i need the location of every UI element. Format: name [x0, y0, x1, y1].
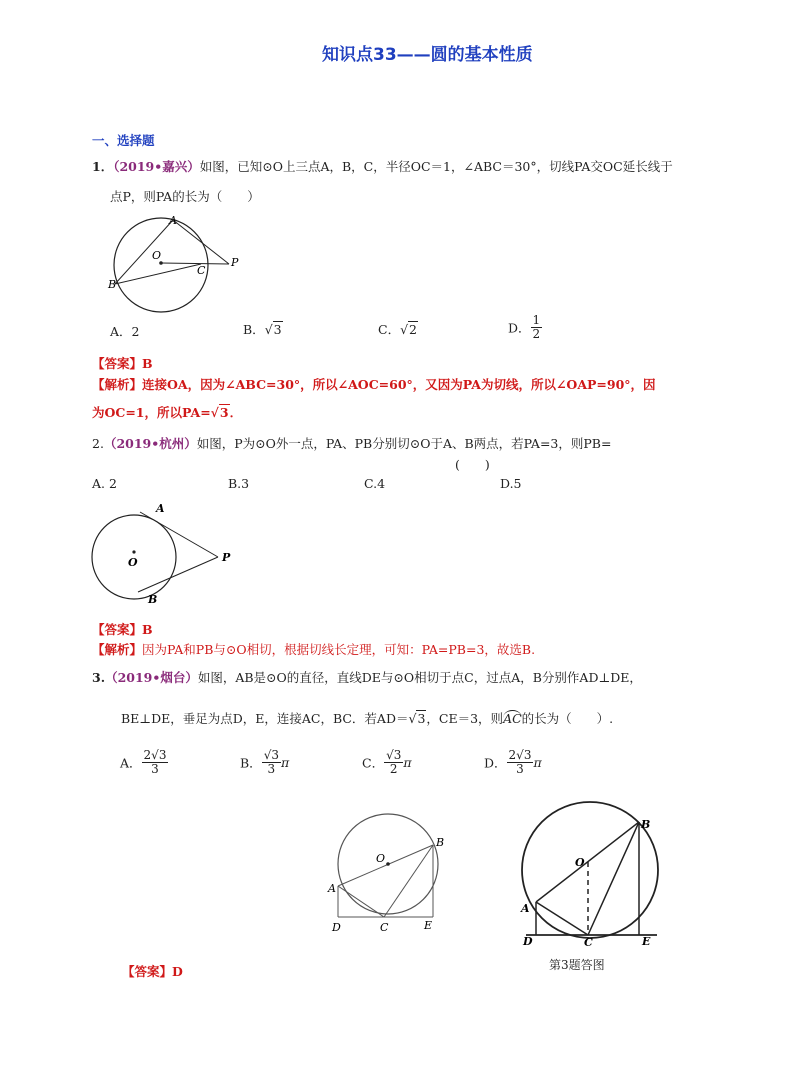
- q3-stem-line2-text: BE⊥DE，垂足为点D，E，连接AC，BC．若AD＝: [121, 711, 409, 726]
- q3-option-b-label: B．: [240, 755, 262, 771]
- q1-answer: 【答案】B: [92, 356, 153, 371]
- q3-option-d-denominator: 3: [516, 762, 524, 776]
- q3-label-D: D: [332, 921, 341, 934]
- q1-source-tag: （2019•嘉兴）: [113, 159, 200, 174]
- q3-label-E: E: [424, 919, 433, 932]
- q1-label-B: B: [108, 278, 117, 291]
- q3-stem-line2-mid: ，CE＝3，则: [426, 711, 504, 726]
- q3-source-tag: （2019•烟台）: [105, 670, 198, 685]
- q1-explanation-line2: [92, 403, 242, 421]
- q1-option-c-label: C．: [378, 322, 401, 337]
- q1-option-d-denominator: 2: [532, 327, 541, 341]
- q3-answer-line-AC: [536, 902, 588, 935]
- q3-option-b: [240, 749, 289, 776]
- q1-option-b-radicand: 3: [273, 322, 282, 337]
- q3-option-b-fraction: [262, 749, 281, 776]
- q2-explanation-text: 因为PA和PB与⊙O相切，根据切线长定理，可知：PA=PB=3，故选B.: [142, 642, 536, 657]
- q1-option-a: A．2: [110, 324, 140, 339]
- q3-answer-label-D: D: [523, 935, 533, 948]
- q1-option-d-fraction: [531, 314, 543, 341]
- q1-line-BC: [115, 264, 201, 284]
- q3-option-a-denominator: 3: [151, 762, 159, 776]
- q1-line-OP: [161, 263, 229, 264]
- q1-line-BA: [115, 220, 173, 284]
- q2-number: 2.: [92, 436, 104, 451]
- q3-label-O: O: [376, 852, 386, 865]
- q2-stem-text: 如图，P为⊙O外一点，PA、PB分别切⊙O于A、B两点，若PA=3，则PB=: [196, 436, 612, 451]
- q2-tangent-PB: [138, 557, 218, 592]
- q1-explanation-text: 连接OA，因为∠ABC=30°，所以∠AOC=60°，又因为PA为切线，所以∠OAP=90°，因: [142, 377, 656, 392]
- q2-option-a: A. 2: [92, 476, 117, 491]
- q2-option-c: C.4: [364, 476, 386, 491]
- q1-stem-line1: [92, 157, 673, 175]
- q3-option-d-fraction: [507, 749, 534, 776]
- q3-answer-label-B: B: [641, 818, 651, 831]
- q2-source-tag: （2019•杭州）: [103, 436, 197, 451]
- section-heading: 一、选择题: [92, 133, 155, 148]
- q2-option-b: B.3: [228, 476, 250, 491]
- q3-option-c-fraction: [384, 749, 403, 776]
- q3-stem-sqrt: √3: [408, 711, 426, 726]
- q3-option-c-denominator: 2: [389, 762, 398, 776]
- q1-stem-line2: 点P，则PA的长为（ ）: [110, 189, 260, 204]
- q3-number: 3.: [92, 670, 106, 685]
- q3-label-B: B: [436, 836, 445, 849]
- q2-figure: [88, 500, 248, 610]
- q3-option-c: [362, 749, 412, 776]
- q1-explanation-radicand: 3: [219, 405, 229, 420]
- q1-stem-text: 如图，已知⊙O上三点A，B，C，半径OC＝1，∠ABC＝30°，切线PA交OC延长线于: [199, 159, 673, 174]
- q1-option-c-sqrt: √2: [400, 322, 417, 337]
- page-title: 知识点33——圆的基本性质: [322, 45, 533, 65]
- q3-option-a: [120, 749, 168, 776]
- q3-stem-text: 如图，AB是⊙O的直径，直线DE与⊙O相切于点C，过点A，B分别作AD⊥DE，: [197, 670, 642, 685]
- q1-label-C: C: [197, 264, 206, 277]
- q3-option-b-numerator: √3: [263, 748, 279, 762]
- q3-answer-line-BC: [588, 822, 639, 935]
- q2-center-dot: [132, 550, 135, 553]
- q3-line-AC: [338, 886, 384, 917]
- q3-option-c-label: C．: [362, 755, 385, 771]
- q3-stem-arc: AC: [503, 711, 522, 726]
- q1-option-b: [243, 320, 283, 338]
- q3-label-C: C: [380, 921, 389, 934]
- q2-explanation: [92, 640, 535, 658]
- q1-option-c: [378, 320, 418, 338]
- q1-explanation-sqrt: √3: [210, 405, 229, 420]
- q2-label-O: O: [128, 556, 138, 569]
- q1-option-b-sqrt: √3: [264, 322, 282, 337]
- q3-stem-radicand: 3: [417, 711, 426, 726]
- q1-option-d-numerator: 1: [532, 313, 541, 327]
- q3-option-b-denominator: 3: [267, 762, 276, 776]
- q1-explanation-label: 【解析】: [92, 377, 143, 392]
- q3-option-d-label: D．: [484, 755, 507, 771]
- q3-stem-line2: [121, 709, 613, 727]
- q3-answer-label-O: O: [575, 856, 585, 869]
- q3-option-d-pi: π: [533, 755, 542, 770]
- q3-answer: 【答案】D: [122, 964, 183, 979]
- q2-label-A: A: [156, 502, 165, 515]
- q3-center-dot: [386, 862, 390, 866]
- q1-explanation-end: ．: [229, 405, 243, 420]
- q3-option-a-numerator: 2√3: [143, 748, 167, 762]
- q3-label-A: A: [328, 882, 336, 895]
- q1-label-P: P: [231, 256, 239, 269]
- q3-option-a-fraction: [142, 749, 169, 776]
- q3-figure-caption: 第3题答图: [549, 958, 605, 972]
- q1-circle: [114, 218, 208, 312]
- q3-option-c-pi: π: [403, 755, 412, 770]
- q3-stem-line2-end: 的长为（ ）.: [521, 711, 614, 726]
- q1-explanation-line1: [92, 375, 656, 393]
- q1-option-c-radicand: 2: [409, 322, 417, 337]
- q1-line-AP: [173, 220, 229, 264]
- q3-answer-label-C: C: [584, 936, 593, 949]
- q1-option-b-label: B．: [243, 322, 265, 337]
- q2-label-P: P: [222, 551, 231, 564]
- q2-label-B: B: [148, 593, 158, 606]
- q2-answer: 【答案】B: [92, 622, 153, 637]
- q2-answer-paren: ( ): [455, 457, 490, 472]
- q1-label-A: A: [169, 214, 177, 227]
- q3-answer-figure: [512, 800, 672, 950]
- q1-label-O: O: [152, 249, 162, 262]
- q3-figure: [322, 812, 457, 937]
- q3-option-d: [484, 749, 542, 776]
- q1-figure: [105, 208, 265, 313]
- q3-answer-label-A: A: [521, 902, 530, 915]
- q2-tangent-PA: [140, 512, 218, 557]
- q3-option-c-numerator: √3: [386, 748, 402, 762]
- q2-explanation-label: 【解析】: [92, 642, 143, 657]
- q3-option-b-pi: π: [280, 755, 290, 770]
- q2-option-d: D.5: [500, 476, 522, 491]
- q1-explanation-line2-text: 为OC=1，所以PA=: [92, 405, 211, 420]
- q1-option-d-label: D．: [508, 320, 531, 336]
- q3-answer-label-E: E: [642, 935, 651, 948]
- q3-option-a-label: A．: [120, 755, 142, 771]
- q3-stem-line1: [92, 668, 642, 686]
- q1-number: 1．: [92, 159, 114, 174]
- q3-option-d-numerator: 2√3: [508, 748, 532, 762]
- q1-option-d: [508, 314, 542, 341]
- q2-stem-line1: [92, 434, 611, 452]
